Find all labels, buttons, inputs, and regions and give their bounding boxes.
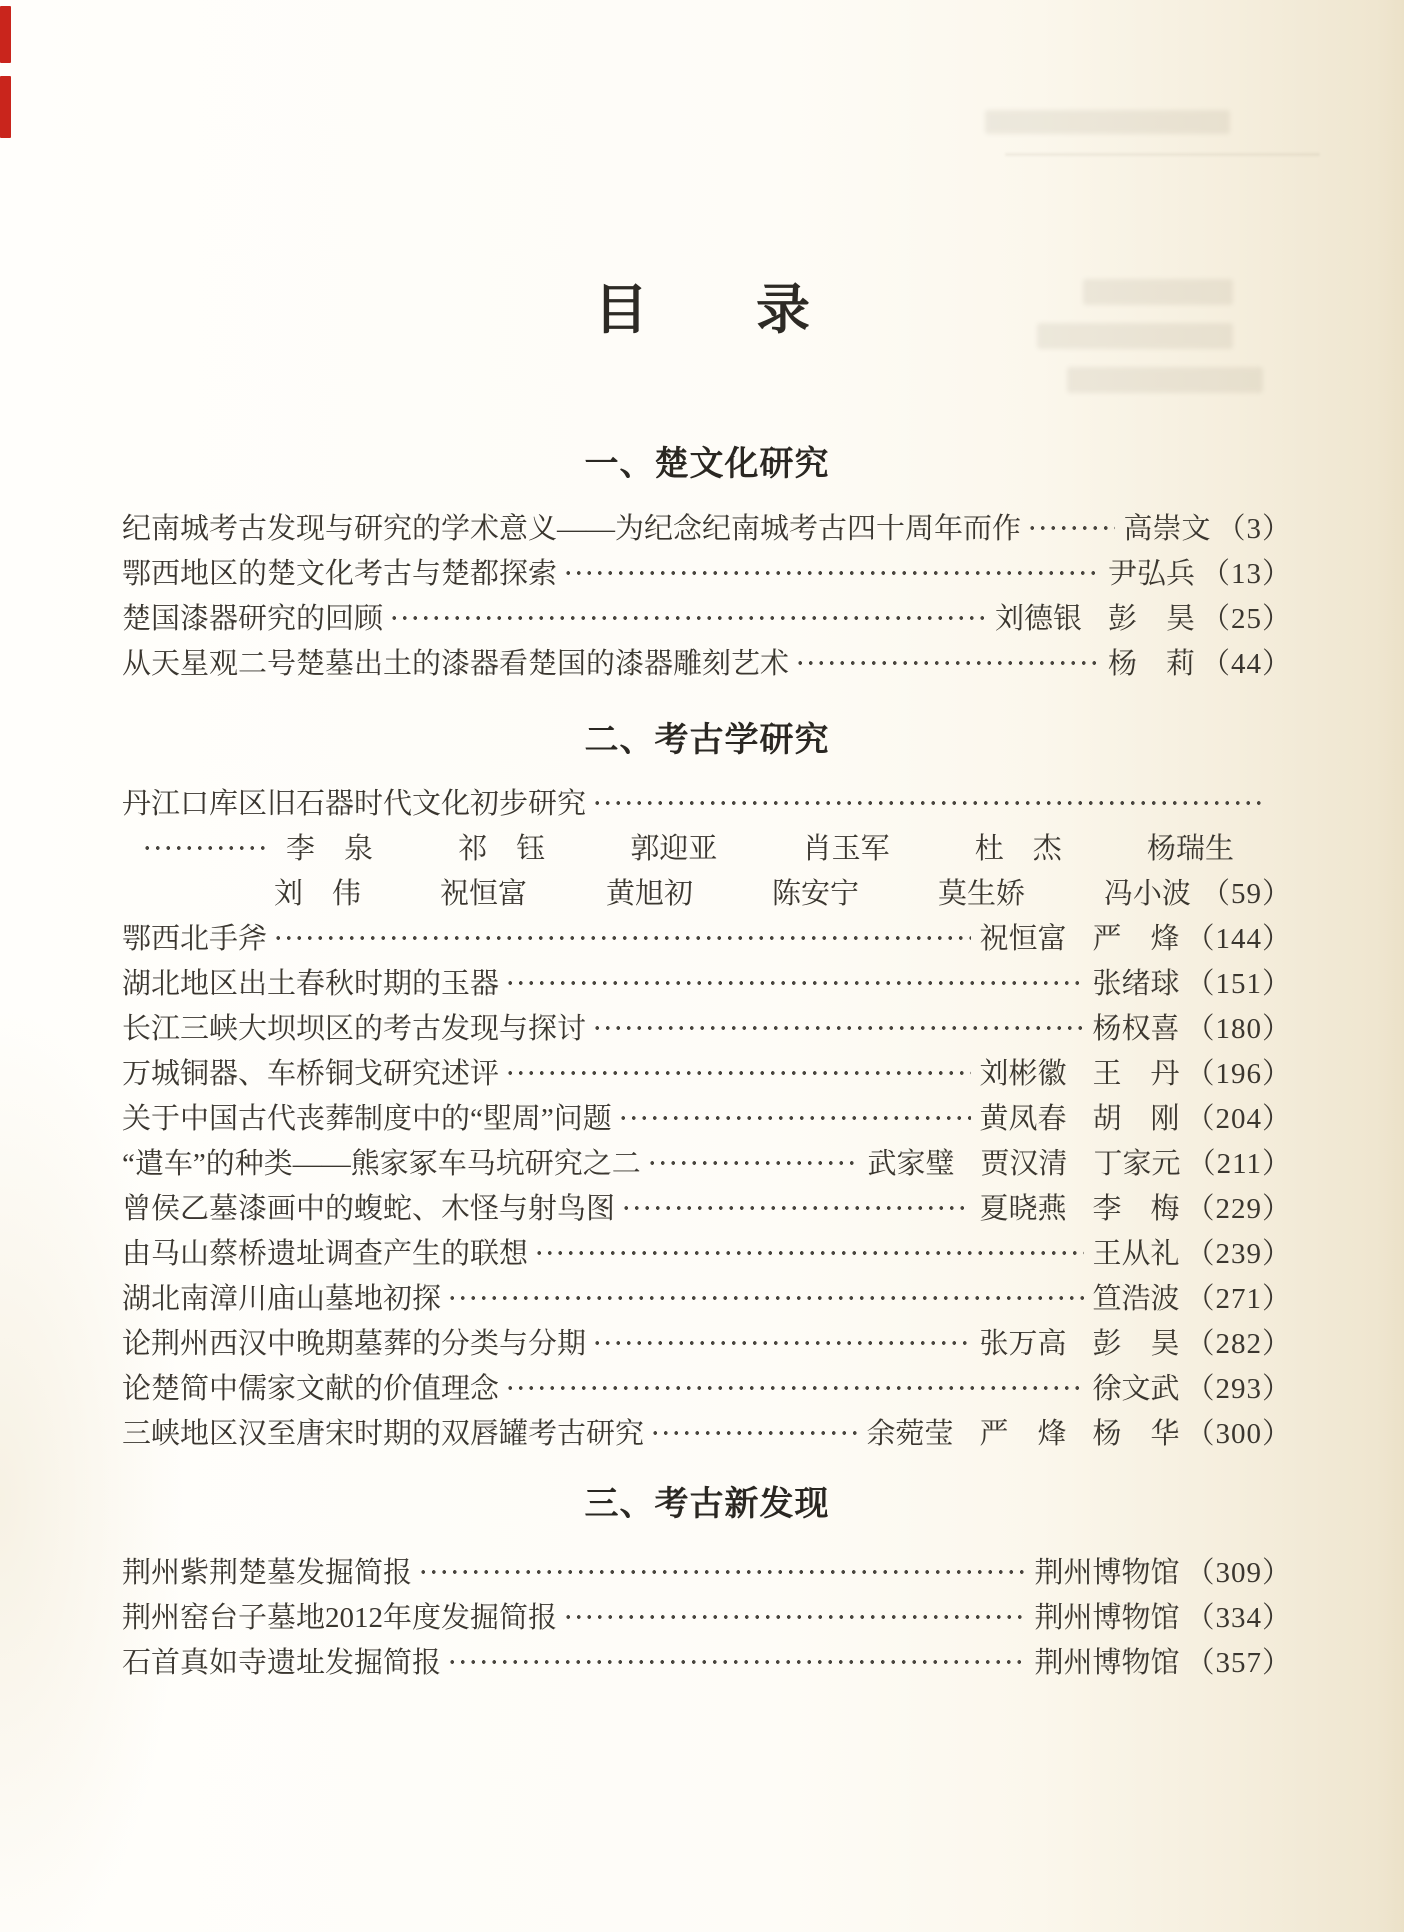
toc-entry-authors-continuation — [122, 869, 1292, 914]
author-name: 黄凤春 — [979, 1103, 1067, 1135]
page-number: （229） — [1185, 1193, 1292, 1225]
author-name: 严 烽 — [1092, 923, 1180, 955]
entry-title: 纪南城考古发现与研究的学术意义——为纪念纪南城考古四十周年而作 — [122, 513, 1022, 545]
page-number: （151） — [1185, 968, 1292, 1000]
page-number: （293） — [1185, 1373, 1292, 1405]
dotted-leader — [505, 1070, 971, 1076]
toc-entry — [122, 1274, 1292, 1319]
entry-title: 三峡地区汉至唐宋时期的双唇罐考古研究 — [122, 1418, 645, 1450]
entry-authors — [1034, 1595, 1179, 1636]
author-name: 笪浩波 — [1092, 1283, 1180, 1315]
toc-entry-authors-continuation — [122, 824, 1292, 869]
author-name: 胡 刚 — [1092, 1103, 1180, 1135]
dotted-leader — [447, 1295, 1084, 1301]
bleed-through-rule — [1005, 153, 1320, 156]
toc-entry — [122, 1004, 1292, 1049]
entry-title: 关于中国古代丧葬制度中的“堲周”问题 — [122, 1103, 612, 1135]
toc-entry — [122, 1139, 1292, 1184]
author-name: 郭迎亚 — [630, 833, 718, 865]
dotted-leader — [418, 1569, 1026, 1575]
toc-entry — [122, 594, 1292, 639]
toc-entry — [122, 1184, 1292, 1229]
toc-entry — [122, 1548, 1292, 1593]
dotted-leader — [389, 615, 987, 621]
author-name: 徐文武 — [1092, 1373, 1180, 1405]
entry-authors — [979, 1051, 1179, 1092]
toc-entry — [122, 1229, 1292, 1274]
author-name: 李 泉 — [286, 833, 374, 865]
entry-title: 由马山蔡桥遗址调查产生的联想 — [122, 1238, 529, 1270]
page-number: （211） — [1186, 1148, 1292, 1180]
entry-title: 长江三峡大坝坝区的考古发现与探讨 — [122, 1013, 587, 1045]
toc-entry — [122, 1409, 1292, 1454]
dotted-leader — [142, 845, 270, 851]
toc-entry — [122, 504, 1292, 549]
entry-authors — [1034, 1550, 1179, 1591]
dotted-leader — [505, 1385, 1084, 1391]
toc-entry — [122, 1319, 1292, 1364]
page-number: （309） — [1185, 1557, 1292, 1589]
dotted-leader — [505, 980, 1084, 986]
author-name: 杨 莉 — [1107, 648, 1195, 680]
left-edge-red-mark — [0, 76, 11, 138]
entry-authors — [1092, 1366, 1179, 1407]
entry-title: 石首真如寺遗址发掘简报 — [122, 1647, 442, 1679]
page-number: （25） — [1200, 603, 1292, 635]
dotted-leader — [447, 1659, 1026, 1665]
entry-authors — [274, 871, 1191, 912]
page-number: （196） — [1185, 1058, 1292, 1090]
author-name: 彭 昊 — [1107, 603, 1195, 635]
toc-entry — [122, 779, 1292, 824]
page-number: （3） — [1216, 513, 1292, 545]
dotted-leader — [563, 570, 1100, 576]
author-name: 刘德银 — [994, 603, 1082, 635]
author-name: 贾汉清 — [980, 1148, 1068, 1180]
author-name: 祁 钰 — [458, 833, 546, 865]
author-name: 张绪球 — [1092, 968, 1180, 1000]
author-name: 李 梅 — [1092, 1193, 1180, 1225]
toc-entry — [122, 1049, 1292, 1094]
page-number: （239） — [1185, 1238, 1292, 1270]
author-name: 刘彬徽 — [979, 1058, 1067, 1090]
section-heading: 一、楚文化研究 — [584, 445, 830, 483]
entry-authors — [286, 826, 1234, 867]
toc-entry — [122, 639, 1292, 684]
page-number: （282） — [1185, 1328, 1292, 1360]
entry-authors — [995, 596, 1195, 637]
author-name: 荆州博物馆 — [1034, 1602, 1180, 1634]
dotted-leader — [1027, 525, 1115, 531]
entry-authors — [1108, 551, 1195, 592]
dotted-leader — [621, 1205, 971, 1211]
author-name: 尹弘兵 — [1107, 558, 1195, 590]
author-name: 肖玉军 — [802, 833, 890, 865]
entry-authors — [1108, 641, 1195, 682]
author-name: 武家璧 — [867, 1148, 955, 1180]
author-name: 冯小波 — [1103, 878, 1191, 910]
author-name: 严 烽 — [979, 1418, 1067, 1450]
author-name: 杨权喜 — [1092, 1013, 1180, 1045]
author-name: 祝恒富 — [439, 878, 527, 910]
toc-section — [122, 1480, 1292, 1683]
bleed-through-text — [1083, 279, 1233, 305]
toc-entry — [122, 1593, 1292, 1638]
dotted-leader — [592, 800, 1264, 806]
author-name: 王 丹 — [1092, 1058, 1180, 1090]
entry-authors — [1123, 506, 1210, 547]
toc-entry — [122, 1364, 1292, 1409]
entry-title: 丹江口库区旧石器时代文化初步研究 — [122, 788, 587, 820]
dotted-leader — [650, 1430, 858, 1436]
author-name: 陈安宁 — [771, 878, 859, 910]
author-name: 高崇文 — [1123, 513, 1211, 545]
toc-entry — [122, 959, 1292, 1004]
page-number: （13） — [1200, 558, 1292, 590]
entry-authors — [868, 1141, 1181, 1182]
author-name: 莫生娇 — [937, 878, 1025, 910]
page-number: （204） — [1185, 1103, 1292, 1135]
entry-title: 湖北地区出土春秋时期的玉器 — [122, 968, 500, 1000]
toc-section — [122, 716, 1292, 1454]
page-title: 目 录 — [594, 280, 810, 340]
page-number: （334） — [1185, 1602, 1292, 1634]
entry-authors — [1092, 1231, 1179, 1272]
page-number: （180） — [1185, 1013, 1292, 1045]
page-number: （357） — [1185, 1647, 1292, 1679]
author-name: 余菀莹 — [866, 1418, 954, 1450]
entry-authors — [979, 916, 1179, 957]
bleed-through-text — [985, 110, 1230, 134]
entry-authors — [1092, 961, 1179, 1002]
entry-title: 鄂西北手斧 — [122, 923, 268, 955]
author-name: 张万高 — [979, 1328, 1067, 1360]
page-number: （59） — [1200, 878, 1292, 910]
page-number: （271） — [1185, 1283, 1292, 1315]
author-name: 杜 杰 — [974, 833, 1062, 865]
author-name: 黄旭初 — [605, 878, 693, 910]
table-of-contents — [122, 440, 1292, 1683]
author-name: 夏晓燕 — [979, 1193, 1067, 1225]
dotted-leader — [795, 660, 1100, 666]
section-heading: 二、考古学研究 — [584, 721, 830, 759]
dotted-leader — [534, 1250, 1084, 1256]
toc-entry — [122, 914, 1292, 959]
dotted-leader — [618, 1115, 972, 1121]
author-name: 祝恒富 — [979, 923, 1067, 955]
entry-title: 湖北南漳川庙山墓地初探 — [122, 1283, 442, 1315]
entry-authors — [979, 1096, 1179, 1137]
page-number: （144） — [1185, 923, 1292, 955]
entry-title: 曾侯乙墓漆画中的蝮蛇、木怪与射鸟图 — [122, 1193, 616, 1225]
toc-entry — [122, 549, 1292, 594]
entry-title: 从天星观二号楚墓出土的漆器看楚国的漆器雕刻艺术 — [122, 648, 790, 680]
toc-entry — [122, 1094, 1292, 1139]
bleed-through-text — [1067, 367, 1263, 393]
dotted-leader — [273, 935, 971, 941]
author-name: 王从礼 — [1092, 1238, 1180, 1270]
entry-title: 万城铜器、车桥铜戈研究述评 — [122, 1058, 500, 1090]
entry-title: 荆州紫荆楚墓发掘简报 — [122, 1557, 413, 1589]
author-name: 荆州博物馆 — [1034, 1647, 1180, 1679]
entry-title: 荆州窑台子墓地2012年度发掘简报 — [122, 1602, 558, 1634]
dotted-leader — [563, 1614, 1026, 1620]
dotted-leader — [592, 1340, 971, 1346]
entry-authors — [1092, 1006, 1179, 1047]
author-name: 杨 华 — [1092, 1418, 1180, 1450]
left-edge-red-mark — [0, 6, 11, 63]
author-name: 丁家元 — [1093, 1148, 1181, 1180]
toc-section — [122, 440, 1292, 684]
toc-entry — [122, 1638, 1292, 1683]
entry-title: “遣车”的种类——熊家冢车马坑研究之二 — [122, 1148, 641, 1180]
entry-authors — [1092, 1276, 1179, 1317]
dotted-leader — [592, 1025, 1084, 1031]
author-name: 刘 伟 — [274, 878, 362, 910]
bleed-through-text — [1037, 323, 1233, 349]
entry-authors — [866, 1411, 1179, 1452]
entry-title: 论荆州西汉中晚期墓葬的分类与分期 — [122, 1328, 587, 1360]
entry-title: 楚国漆器研究的回顾 — [122, 603, 384, 635]
author-name: 杨瑞生 — [1146, 833, 1234, 865]
entry-authors — [1034, 1640, 1179, 1681]
entry-title: 鄂西地区的楚文化考古与楚都探索 — [122, 558, 558, 590]
page-number: （44） — [1200, 648, 1292, 680]
author-name: 彭 昊 — [1092, 1328, 1180, 1360]
section-heading: 三、考古新发现 — [584, 1485, 830, 1523]
entry-title: 论楚简中儒家文献的价值理念 — [122, 1373, 500, 1405]
entry-authors — [979, 1186, 1179, 1227]
page-number: （300） — [1185, 1418, 1292, 1450]
dotted-leader — [647, 1160, 860, 1166]
author-name: 荆州博物馆 — [1034, 1557, 1180, 1589]
entry-authors — [979, 1321, 1179, 1362]
